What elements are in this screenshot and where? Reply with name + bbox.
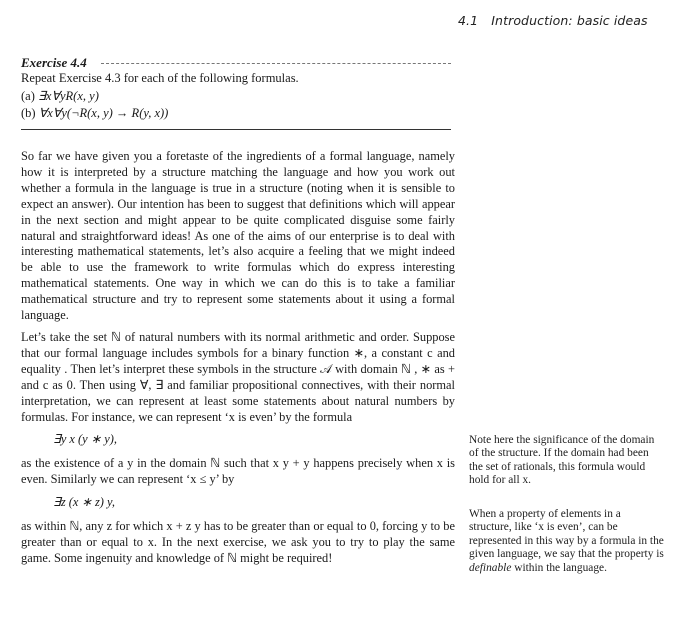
paragraph: Let’s take the set ℕ of natural numbers with its normal arithmetic and order. Suppose that our formal language includes symbols for a binary function ∗, a constant c and equality . Then let’s interpret these symbols in the structure 𝒜 with domain ℕ , ∗ as + and c as 0. Then using ∀, ∃ and familiar propositional connectives, with their normal interpretation, we can represent at least some statements about natural numbers by formulas. For instance, we can represent ‘x is even’ by the formula [21, 329, 455, 424]
margin-note [469, 508, 664, 575]
running-head [458, 13, 648, 28]
item-formula: ∀x∀y(¬R(x, y) → R(y, x)) [38, 106, 169, 120]
exercise-body [21, 70, 451, 123]
exercise-end-rule [21, 129, 451, 130]
exercise-header [21, 52, 451, 68]
section-number: 4.1 [458, 13, 479, 28]
paragraph: as within ℕ, any z for which x + z y has to be greater than or equal to 0, forcing y to be greater than or equal to x. In the next exercise, we ask you to try to play the same game. Some ingenuity and knowledge of ℕ might be required! [21, 519, 455, 565]
exercise-instruction: Repeat Exercise 4.3 for each of the following formulas. [21, 71, 299, 85]
exercise-title: Exercise 4.4 [21, 55, 91, 70]
item-label: (b) [21, 106, 36, 120]
exercise-item-a [21, 88, 451, 106]
item-formula: ∃x∀yR(x, y) [38, 88, 99, 103]
note-emphasis: definable [469, 561, 512, 574]
note-text: When a property of elements in a structure, like ‘x is even’, can be represented in this way by a formula in the given language, we say that the property is [469, 508, 664, 561]
display-formula: ∃y x (y ∗ y), [53, 432, 117, 447]
paragraph: So far we have given you a foretaste of the ingredients of a formal language, namely how it is interpreted by a structure matching the language and how you work out whether a formula in the language is true in a structure (noting when it is sensible to expect an answer). Our intention has been to suggest that definitions which will appear in the next section and might appear to be quite complicated disguise some fairly natural and straightforward ideas! As one of the aims of our enterprise is to deal with interesting mathematical statements, let’s also acquire a feeling that we might indeed be able to use the framework to write formulas which do express interesting mathematical statements. One way in which we can do this is to take a familiar mathematical structure and try to represent some statements about it using a formal language. [21, 149, 455, 323]
exercise-item-b [21, 105, 451, 123]
note-text: within the language. [511, 561, 607, 574]
item-label: (a) [21, 88, 35, 103]
display-formula: ∃z (x ∗ z) y, [53, 495, 115, 510]
dashed-rule [101, 63, 451, 64]
section-title: Introduction: basic ideas [491, 13, 648, 28]
exercise-box [21, 52, 451, 130]
margin-note: Note here the significance of the domain of the structure. If the domain had been the set of rationals, this formula would hold for all x. [469, 434, 655, 487]
main-text [21, 149, 455, 573]
paragraph: as the existence of a y in the domain ℕ such that x y + y happens precisely when x is even. Similarly we can represent ‘x ≤ y’ by [21, 456, 455, 487]
